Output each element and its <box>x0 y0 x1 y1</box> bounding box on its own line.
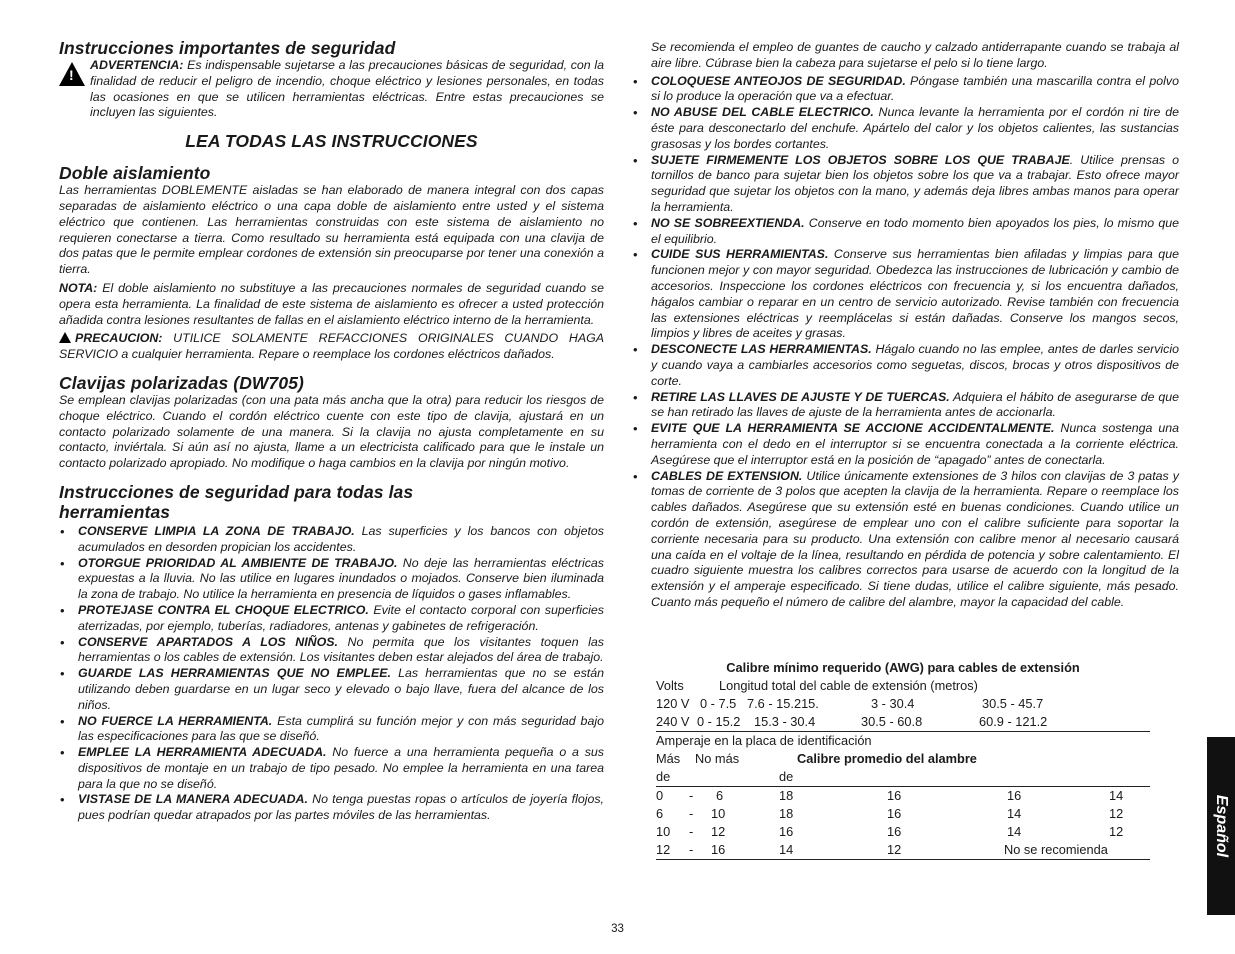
table-cell: 30.5 - 60.8 <box>861 714 923 729</box>
list-item <box>59 745 604 792</box>
table-cell: - <box>689 824 694 839</box>
bullet-keyword: EVITE QUE LA HERRAMIENTA SE ACCIONE ACCIDENTALMENTE. <box>651 421 1055 436</box>
table-cell: 12 <box>887 842 902 857</box>
bullet-keyword: NO FUERCE LA HERRAMIENTA. <box>78 713 273 728</box>
bullet-text: Las superficies y los bancos con objetos acumulados en desorden propician los accidentes. <box>78 523 604 554</box>
precaucion-label: PRECAUCION: <box>75 331 163 346</box>
bullet-text: Conserve en todo momento bien apoyados los pies, lo mismo que el equilibrio. <box>651 215 1180 246</box>
list-item <box>632 342 1179 389</box>
table-cell: 16 <box>779 824 794 839</box>
bullet-text: . Utilice prensas o tornillos de banco para sujetar bien los objetos sobre los que va a trabajar. Esto ofrece mayor seguridad que sujetar los objetos con la mano, y además deja libres ambas manos para operar la herramienta. <box>651 152 1179 214</box>
table-cell: 16 <box>887 788 902 803</box>
table-cell: 12 <box>1109 806 1124 821</box>
table-cell: 6 <box>656 806 664 821</box>
table-cell: 16 <box>1007 788 1022 803</box>
bullet-keyword: NO SE SOBREEXTIENDA. <box>651 215 805 230</box>
bullet-keyword: RETIRE LAS LLAVES DE AJUSTE Y DE TUERCAS. <box>651 389 950 404</box>
list-item <box>59 635 604 667</box>
table-cell: 0 <box>656 788 664 803</box>
table-cell: 3 - 30.4 <box>871 696 915 711</box>
bullet-keyword: CUIDE SUS HERRAMIENTAS. <box>651 247 829 262</box>
de-label: de <box>779 769 794 784</box>
table-cell: 120 V <box>656 696 690 711</box>
bullet-keyword: DESCONECTE LAS HERRAMIENTAS. <box>651 342 872 357</box>
bullet-keyword: EMPLEE LA HERRAMIENTA ADECUADA. <box>78 745 327 760</box>
table-row <box>656 677 1150 695</box>
bullet-text: Adquiera el hábito de asegurarse de que se han retirado las llaves de ajuste de la herramienta antes de accionarla. <box>651 389 1179 420</box>
heading-doble-aislamiento: Doble aislamiento <box>59 163 211 184</box>
table-cell: 30.5 - 45.7 <box>982 696 1044 711</box>
table-cell: No se recomienda <box>1004 842 1108 857</box>
bullet-text: No fuerce a una herramienta pequeña o a sus dispositivos de montaje en un trabajo de tipo pesado. No emplee la herramienta en una tarea para la que no se diseñó. <box>78 745 604 791</box>
advertencia-label: ADVERTENCIA: <box>90 58 184 72</box>
precaucion-text: UTILICE SOLAMENTE REFACCIONES ORIGINALES CUANDO HAGA SERVICIO a cualquier herramienta. Repare o reemplace los cordones eléctricos dañados. <box>59 331 604 362</box>
list-item <box>632 74 1179 106</box>
calibre-label: Calibre promedio del alambre <box>797 751 977 766</box>
table-cell: 16 <box>887 806 902 821</box>
warning-icon <box>59 62 85 86</box>
table-row <box>656 768 1150 786</box>
table-row <box>656 841 1150 859</box>
table-cell: - <box>689 806 694 821</box>
table-title: Calibre mínimo requerido (AWG) para cables de extensión <box>726 660 1080 675</box>
table-cell: 60.9 - 121.2 <box>979 714 1048 729</box>
table-cell: 14 <box>1007 806 1022 821</box>
heading-clavijas-polarizadas: Clavijas polarizadas (DW705) <box>59 372 304 393</box>
heading-lea-todas: LEA TODAS LAS INSTRUCCIONES <box>185 131 478 152</box>
bullet-text: Hágalo cuando no las emplee, antes de darles servicio y cuando vaya a cambiarles accesorios como seguetas, discos, brocas y otros dispositivos de corte. <box>651 342 1179 388</box>
list-item <box>59 666 604 713</box>
list-item <box>632 421 1179 468</box>
advertencia-text: Es indispensable sujetarse a las precauciones básicas de seguridad, con la finalidad de reducir el peligro de incendio, choque eléctrico y lesiones personales, en todas las ocasiones en que se utilicen herramientas eléctricas. Entre estas precauciones se incluyen las siguientes. <box>90 58 604 120</box>
volts-label: Volts <box>656 678 684 693</box>
longitud-label: Longitud total del cable de extensión (metros) <box>719 678 978 693</box>
bullet-text: No tenga puestas ropas o artículos de joyería flojos, pues podrían quedar atrapados por las partes móviles de las herramientas. <box>78 792 604 823</box>
table-cell: 16 <box>711 842 726 857</box>
bullet-text: Esta cumplirá su función mejor y con más seguridad bajo las especificaciones para las que se diseñó. <box>78 713 604 744</box>
table-cell: 12 <box>656 842 671 857</box>
caution-icon <box>59 332 71 343</box>
table-cell: 10 <box>711 806 726 821</box>
bullet-keyword: CONSERVE LIMPIA LA ZONA DE TRABAJO. <box>78 523 355 538</box>
bullet-text: Evite el contacto corporal con superficies aterrizadas, por ejemplo, tuberías, radiadores, antenas y gabinetes de refrigeración. <box>78 602 605 633</box>
table-cell: - <box>689 788 694 803</box>
bullet-keyword: COLOQUESE ANTEOJOS DE SEGURIDAD. <box>651 73 906 88</box>
list-item <box>59 603 604 635</box>
table-cell: 0 - 7.5 <box>700 696 737 711</box>
left-bullet-list <box>59 524 604 824</box>
nota-label: NOTA: <box>59 280 98 295</box>
list-item <box>59 556 604 603</box>
bullet-keyword: GUARDE LAS HERRAMIENTAS QUE NO EMPLEE. <box>78 666 391 681</box>
table-cell: 6 <box>716 788 724 803</box>
de-label: de <box>656 769 671 784</box>
table-cell: 14 <box>1007 824 1022 839</box>
bullet-text: Nunca sostenga una herramienta con el dedo en el interruptor si se encuentra conectada a la corriente eléctrica. Asegúrese que el interruptor está en la posición de “apagado” antes de conectarla. <box>651 421 1179 467</box>
table-cell: 14 <box>779 842 794 857</box>
bullet-text: Conserve sus herramientas bien afiladas y limpias para que funcionen mejor y con mayor seguridad. Obedezca las instrucciones de lubricación y cambio de accesorios. Inspeccione los cordones eléctricos con frecuencia y, si los encuentra dañados, hágalos cambiar o reparar en un centro de servicio autorizado. Revise también con frecuencia las extensiones eléctricas y reemplácelas si están dañadas. Conserve los mangos secos, limpios y libres de aceites y grasas. <box>651 247 1179 341</box>
doble-aislamiento-text: Las herramientas DOBLEMENTE aisladas se han elaborado de manera integral con dos capas separadas de aislamiento eléctrico o una capa doble de aislamiento entre usted y el sistema eléctrico que contienen. Las herramientas construidas con este sistema de aislamiento no requieren conectarse a tierra. Como resultado su herramienta está equipada con una clavija de dos patas que le permite emplear cordones de extensión sin preocuparse por tener una conexión a tierra. <box>59 183 604 277</box>
bullet-keyword: SUJETE FIRMEMENTE LOS OBJETOS SOBRE LOS QUE TRABAJE <box>651 152 1070 167</box>
table-cell: 12 <box>711 824 726 839</box>
heading-instrucciones-seguridad: Instrucciones importantes de seguridad <box>59 38 396 58</box>
table-cell: 10 <box>656 824 671 839</box>
right-bullet-list <box>632 74 1179 611</box>
nomas-label: No más <box>695 751 740 766</box>
page-number: 33 <box>611 923 624 935</box>
table-cell: 12 <box>1109 824 1124 839</box>
table-cell: 18 <box>779 806 794 821</box>
list-item <box>632 390 1179 422</box>
heading-todas-herramientas: Instrucciones de seguridad para todas las herramientas <box>59 481 414 522</box>
clavijas-text: Se emplean clavijas polarizadas (con una pata más ancha que la otra) para reducir los riesgos de choque eléctrico. Cuando el cordón eléctrico cuente con este tipo de clavija, ajustará en un contacto polarizado solamente de una manera. Si la clavija no ajusta completamente en su contacto, inviértala. Si aún así no ajusta, llame a un electricista calificado para que le instale un contacto polarizado apropiado. No modifique o haga cambios en la clavija por ningún motivo. <box>59 392 604 471</box>
bullet-text: No deje las herramientas eléctricas expuestas a la lluvia. No las utilice en lugares inundados o mojados. Conserve bien iluminada la zona de trabajo. No utilice la herramienta en presencia de líquidos o gases inflamables. <box>78 555 604 602</box>
bullet-keyword: CONSERVE APARTADOS A LOS NIÑOS. <box>78 634 338 649</box>
table-row <box>656 731 1150 750</box>
amperaje-label: Amperaje en la placa de identificación <box>656 733 872 748</box>
gloves-intro-text: Se recomienda el empleo de guantes de caucho y calzado antiderrapante cuando se trabaja al aire libre. Cúbrase bien la cabeza para sujetarse el pelo si lo tiene largo. <box>651 40 1179 70</box>
bullet-keyword: CABLES DE EXTENSION. <box>651 468 803 483</box>
table-cell: 18 <box>779 788 794 803</box>
list-item <box>59 792 604 824</box>
bullet-text: Las herramientas que no se están utilizando deben guardarse en un lugar seco y elevado o bajo llave, fuera del alcance de los niños. <box>78 666 604 712</box>
bullet-text: No permita que los visitantes toquen las herramientas o los cables de extensión. Los visitantes deben estar alejados del área de trabajo. <box>78 634 604 665</box>
table-row <box>656 823 1150 841</box>
table-row <box>656 695 1150 713</box>
right-column <box>632 40 1179 611</box>
table-row <box>656 750 1150 768</box>
table-cell: 7.6 - 15.215. <box>747 696 819 711</box>
table-cell: 14 <box>1109 788 1124 803</box>
bullet-text: Nunca levante la herramienta por el cordón ni tire de éste para desconectarlo del enchufe. Apártelo del calor y los objetos calientes, las sustancias grasosas y los bordes cortantes. <box>651 105 1179 151</box>
bullet-text: Utilice únicamente extensiones de 3 hilos con clavijas de 3 patas y tomas de corriente de 3 polos que acepten la clavija de la herramienta. Repare o reemplace los cables dañados. Asegúrese que su extensión esté en buenas condiciones. Cuando utilice un cordón de extensión, asegúrese de emplear uno con el calibre suficiente para soportar la corriente necesaria para su producto. Una extensión con calibre menor al necesario causará una caída en el voltaje de la línea, resultando en pérdida de potencia y sobre calentamiento. El cuadro siguiente muestra los calibres correctos para usarse de acuerdo con la longitud de la extensión y el amperaje especificado. Si tiene dudas, utilice el calibre siguiente, más pesado. Cuanto más pequeño el número de calibre del alambre, mayor la capacidad del cable. <box>651 468 1179 609</box>
table-cell: - <box>689 842 694 857</box>
bullet-keyword: NO ABUSE DEL CABLE ELECTRICO. <box>651 105 874 120</box>
list-item <box>59 524 604 556</box>
advertencia-block <box>59 58 604 121</box>
list-item <box>632 247 1179 342</box>
mas-label: Más <box>656 751 681 766</box>
table-row <box>656 713 1150 731</box>
table-cell: 16 <box>887 824 902 839</box>
precaucion-paragraph <box>59 331 604 363</box>
list-item <box>632 469 1179 611</box>
language-tab <box>1207 737 1235 915</box>
list-item <box>632 105 1179 152</box>
list-item <box>59 714 604 746</box>
extension-cable-table <box>656 659 1150 860</box>
table-cell: 240 V <box>656 714 690 729</box>
language-tab-label: Español <box>1213 794 1230 858</box>
bullet-keyword: OTORGUE PRIORIDAD AL AMBIENTE DE TRABAJO. <box>78 555 398 570</box>
bullet-text: Póngase también una mascarilla contra el polvo si lo produce la operación que va a efectuar. <box>651 73 1179 104</box>
nota-paragraph <box>59 281 604 328</box>
bullet-keyword: VISTASE DE LA MANERA ADECUADA. <box>78 792 308 807</box>
list-item <box>632 216 1179 248</box>
table-cell: 0 - 15.2 <box>697 714 741 729</box>
nota-text: El doble aislamiento no substituye a las precauciones normales de seguridad cuando se opera esta herramienta. La finalidad de este sistema de aislamiento es ofrecer a usted protección añadida contra lesiones resultantes de fallas en el aislamiento eléctrico interno de la herramienta. <box>59 280 604 327</box>
table-row <box>656 787 1150 805</box>
table-row <box>656 805 1150 823</box>
left-column <box>59 38 604 824</box>
list-item <box>632 153 1179 216</box>
table-divider <box>656 859 1150 860</box>
table-cell: 15.3 - 30.4 <box>754 714 816 729</box>
bullet-keyword: PROTEJASE CONTRA EL CHOQUE ELECTRICO. <box>78 602 369 617</box>
